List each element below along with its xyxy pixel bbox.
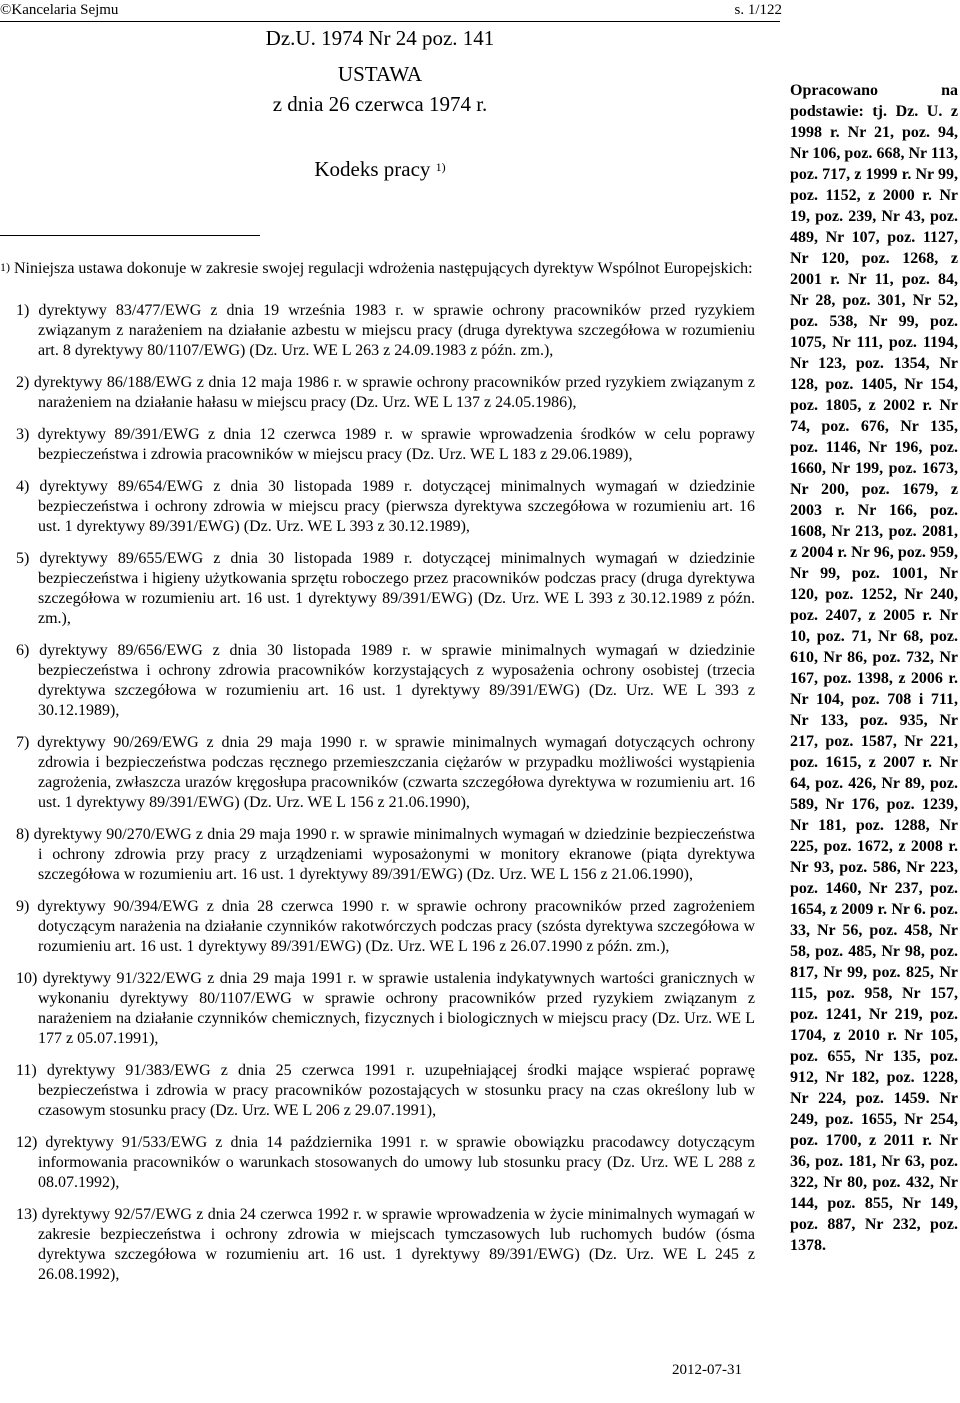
list-item: 13) dyrektywy 92/57/EWG z dnia 24 czerwca 1992 r. w sprawie wprowadzenia w życie minimalnych wymagań w zakresie bezpieczeństwa i ochrony zdrowia w miejscach tymczasowych lub ruchomych budów (ósma dyrektywa szczegółowa w rozumieniu art. 16 ust. 1 dyrektywy 89/391/EWG) (Dz. Urz. WE L 245 z 26.08.1992), bbox=[16, 1206, 755, 1283]
footnote-intro-text: Niniejsza ustawa dokonuje w zakresie swojej regulacji wdrożenia następujących dyrektyw Wspólnot Europejskich: bbox=[14, 260, 753, 277]
act-title bbox=[0, 157, 760, 181]
act-title-footnote-ref: 1) bbox=[435, 160, 446, 174]
directive-list bbox=[0, 301, 755, 1297]
list-item: 2) dyrektywy 86/188/EWG z dnia 12 maja 1986 r. w sprawie ochrony pracowników przed ryzykiem związanym z narażeniem na działanie hałasu w miejscu pracy (Dz. Urz. WE L 137 z 24.05.1986), bbox=[16, 374, 755, 411]
act-title-text: Kodeks pracy bbox=[314, 157, 431, 181]
list-item: 12) dyrektywy 91/533/EWG z dnia 14 października 1991 r. w sprawie obowiązku pracodawcy dotyczącym informowania pracowników o warunkach stosowanych do umowy lub stosunku pracy (Dz. Urz. WE L 288 z 08.07.1992), bbox=[16, 1134, 755, 1191]
journal-reference: Dz.U. 1974 Nr 24 poz. 141 bbox=[265, 26, 495, 50]
act-type: USTAWA bbox=[337, 62, 423, 86]
list-item: 3) dyrektywy 89/391/EWG z dnia 12 czerwca 1989 r. w sprawie wprowadzenia środków w celu poprawy bezpieczeństwa i zdrowia pracowników w miejscu pracy (Dz. Urz. WE L 183 z 29.06.1989), bbox=[16, 426, 755, 463]
header-divider bbox=[0, 21, 780, 22]
list-item: 6) dyrektywy 89/656/EWG z dnia 30 listopada 1989 r. w sprawie minimalnych wymagań w dziedzinie bezpieczeństwa i ochrony zdrowia pracowników korzystających z wyposażenia ochrony osobistej (trzecia dyrektywa szczegółowa w rozumieniu art. 16 ust. 1 dyrektywy 89/391/EWG) (Dz. Urz. WE L 393 z 30.12.1989), bbox=[16, 642, 755, 719]
list-item: 8) dyrektywy 90/270/EWG z dnia 29 maja 1990 r. w sprawie minimalnych wymagań w dziedzinie bezpieczeństwa i ochrony zdrowia przy pracy z urządzeniami wyposażonymi w monitory ekranowe (piąta dyrektywa szczegółowa w rozumieniu art. 16 ust. 1 dyrektywy 89/391/EWG) (Dz. Urz. WE L 156 z 21.06.1990), bbox=[16, 826, 755, 883]
list-item: 4) dyrektywy 89/654/EWG z dnia 30 listopada 1989 r. dotyczącej minimalnych wymagań w dziedzinie bezpieczeństwa i ochrony zdrowia w miejscu pracy (pierwsza dyrektywa szczegółowa w rozumieniu art. 16 ust. 1 dyrektywy 89/391/EWG) (Dz. Urz. WE L 393 z 30.12.1989), bbox=[16, 478, 755, 535]
footnote-divider bbox=[0, 235, 260, 236]
list-item: 5) dyrektywy 89/655/EWG z dnia 30 listopada 1989 r. dotyczącej minimalnych wymagań w dziedzinie bezpieczeństwa i higieny użytkowania sprzętu roboczego przez pracowników podczas pracy (druga dyrektywa szczegółowa w rozumieniu art. 16 ust. 1 dyrektywy 89/391/EWG) (Dz. Urz. WE L 393 z 30.12.1989 z późn. zm.), bbox=[16, 550, 755, 627]
list-item: 10) dyrektywy 91/322/EWG z dnia 29 maja 1991 r. w sprawie ustalenia indykatywnych wartości granicznych w wykonaniu dyrektywy 80/1107/EWG w sprawie ochrony pracowników przed ryzykiem związanym z narażeniem na działanie czynników chemicznych, fizycznych i biologicznych w miejscu pracy (Dz. Urz. WE L 177 z 05.07.1991), bbox=[16, 970, 755, 1047]
act-date: z dnia 26 czerwca 1974 r. bbox=[272, 92, 488, 116]
list-item: 7) dyrektywy 90/269/EWG z dnia 29 maja 1990 r. w sprawie minimalnych wymagań dotyczących ochrony zdrowia i bezpieczeństwa podczas ręcznego przemieszczania ciężarów w przypadku możliwości wystąpienia zagrożenia, zwłaszcza urazów kręgosłupa pracowników (czwarta szczegółowa dyrektywa w rozumieniu art. 16 ust. 1 dyrektywy 89/391/EWG) (Dz. Urz. WE L 156 z 21.06.1990), bbox=[16, 734, 755, 811]
footer-date: 2012-07-31 bbox=[672, 1362, 742, 1378]
list-item: 11) dyrektywy 91/383/EWG z dnia 25 czerwca 1991 r. uzupełniającej środki mające wspierać poprawę bezpieczeństwa i zdrowia w pracy pracowników pozostających w stosunku pracy na czas określony lub w czasowym stosunku pracy (Dz. Urz. WE L 206 z 29.07.1991), bbox=[16, 1062, 755, 1119]
sidebar-source-note: Opracowano na podstawie: tj. Dz. U. z 1998 r. Nr 21, poz. 94, Nr 106, poz. 668, Nr 113, poz. 717, z 1999 r. Nr 99, poz. 1152, z 2000 r. Nr 19, poz. 239, Nr 43, poz. 489, Nr 107, poz. 1127, Nr 120, poz. 1268, z 2001 r. Nr 11, poz. 84, Nr 28, poz. 301, Nr 52, poz. 538, Nr 99, poz. 1075, Nr 111, poz. 1194, Nr 123, poz. 1354, Nr 128, poz. 1405, Nr 154, poz. 1805, z 2002 r. Nr 74, poz. 676, Nr 135, poz. 1146, Nr 196, poz. 1660, Nr 199, poz. 1673, Nr 200, poz. 1679, z 2003 r. Nr 166, poz. 1608, Nr 213, poz. 2081, z 2004 r. Nr 96, poz. 959, Nr 99, poz. 1001, Nr 120, poz. 1252, Nr 240, poz. 2407, z 2005 r. Nr 10, poz. 71, Nr 68, poz. 610, Nr 86, poz. 732, Nr 167, poz. 1398, z 2006 r. Nr 104, poz. 708 i 711, Nr 133, poz. 935, Nr 217, poz. 1587, Nr 221, poz. 1615, z 2007 r. Nr 64, poz. 426, Nr 89, poz. 589, Nr 176, poz. 1239, Nr 181, poz. 1288, Nr 225, poz. 1672, z 2008 r. Nr 93, poz. 586, Nr 223, poz. 1460, Nr 237, poz. 1654, z 2009 r. Nr 6. poz. 33, Nr 56, poz. 458, Nr 58, poz. 485, Nr 98, poz. 817, Nr 99, poz. 825, Nr 115, poz. 958, Nr 157, poz. 1241, Nr 219, poz. 1704, z 2010 r. Nr 105, poz. 655, Nr 135, poz. 912, Nr 182, poz. 1228, Nr 224, poz. 1459. Nr 249, poz. 1655, Nr 254, poz. 1700, z 2011 r. Nr 36, poz. 181, Nr 63, poz. 322, Nr 80, poz. 432, Nr 144, poz. 855, Nr 149, poz. 887, Nr 232, poz. 1378. bbox=[790, 82, 958, 1254]
header-publisher: ©Kancelaria Sejmu bbox=[0, 2, 119, 18]
footnote-intro bbox=[0, 259, 755, 279]
list-item: 9) dyrektywy 90/394/EWG z dnia 28 czerwca 1990 r. w sprawie ochrony pracowników przed zagrożeniem dotyczącym narażenia na działanie czynników rakotwórczych podczas pracy (szósta dyrektywa szczegółowa w rozumieniu art. 16 ust. 1 dyrektywy 89/391/EWG) (Dz. Urz. WE L 196 z 26.07.1990 z późn. zm.), bbox=[16, 898, 755, 955]
header-page-number: s. 1/122 bbox=[734, 2, 782, 18]
footnote-marker: 1) bbox=[0, 260, 10, 274]
list-item: 1) dyrektywy 83/477/EWG z dnia 19 września 1983 r. w sprawie ochrony pracowników przed ryzykiem związanym z narażeniem na działanie azbestu w miejscu pracy (druga dyrektywa szczegółowa w rozumieniu art. 8 dyrektywy 80/1107/EWG) (Dz. Urz. WE L 263 z 24.09.1983 z późn. zm.), bbox=[16, 302, 755, 359]
